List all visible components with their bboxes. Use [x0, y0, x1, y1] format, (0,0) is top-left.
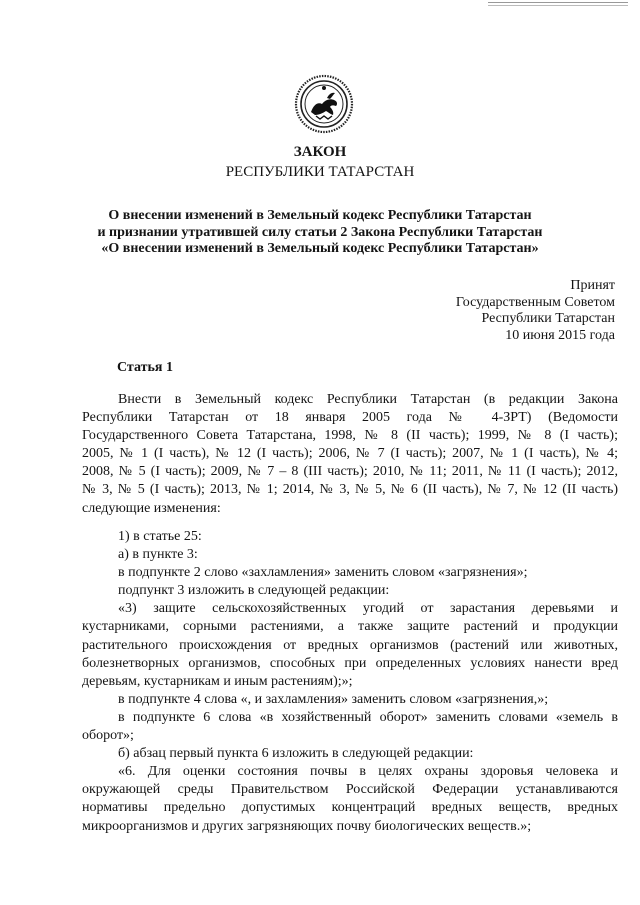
- text-line: Внести в Земельный кодекс Республики Татарстан (в редакции Закона: [118, 392, 618, 407]
- text-line: деревьям, кустарникам и иным растениям);»;: [82, 673, 353, 689]
- text-line: нормативы предельно допустимых концентраций вредных веществ, вредных: [82, 800, 618, 816]
- text-line: болезнетворных организмов, способных при определенных условиях нанести вред: [82, 655, 618, 671]
- article-intro-paragraph: [82, 391, 618, 518]
- law-heading: [60, 208, 580, 258]
- text-line: а) в пункте 3:: [118, 547, 198, 563]
- law-subtitle: РЕСПУБЛИКИ ТАТАРСТАН: [225, 164, 415, 180]
- text-line: б) абзац первый пункта 6 изложить в следующей редакции:: [118, 746, 474, 762]
- heading-line: О внесении изменений в Земельный кодекс Республики Татарстан: [108, 208, 532, 223]
- text-line: оборот»;: [82, 728, 134, 744]
- text-line: Республики Татарстан от 18 января 2005 года № 4-ЗРТ) (Ведомости: [82, 410, 618, 426]
- text-line: следующие изменения:: [82, 500, 221, 516]
- heading-line: «О внесении изменений в Земельный кодекс Республики Татарстан»: [101, 241, 539, 256]
- top-rule: [488, 2, 628, 6]
- adoption-line: 10 июня 2015 года: [505, 327, 615, 343]
- text-line: 1) в статье 25:: [118, 529, 202, 544]
- text-line: № 3, № 5 (I часть); 2013, № 1; 2014, № 3, № 5, № 6 (II часть), № 7, № 12 (II часть): [82, 482, 618, 498]
- adoption-line: Принят: [570, 278, 615, 293]
- amendments-list: [82, 528, 618, 836]
- text-line: микроорганизмов и других загрязняющих почву биологических веществ.»;: [82, 818, 532, 834]
- law-title: ЗАКОН: [293, 144, 347, 160]
- text-line: 2008, № 5 (I часть); 2009, № 7 – 8 (III часть); 2010, № 11; 2011, № 11 (I часть); 2012,: [82, 464, 618, 480]
- text-line: в подпункте 4 слова «, и захламления» заменить словом «загрязнения,»;: [118, 691, 549, 707]
- adoption-block: [456, 278, 615, 344]
- adoption-line: Республики Татарстан: [481, 311, 615, 326]
- text-line: подпункт 3 изложить в следующей редакции:: [118, 583, 390, 599]
- article-title: Статья 1: [117, 360, 173, 375]
- tatarstan-emblem-icon: [294, 74, 354, 134]
- adoption-line: Государственным Советом: [455, 294, 615, 310]
- text-line: «6. Для оценки состояния почвы в целях охраны здоровья человека и: [118, 764, 618, 780]
- text-line: растительного происхождения от вредных организмов (растений или животных,: [82, 637, 618, 653]
- text-line: кустарниками, сорными растениями, а также защите растений и продукции: [82, 619, 618, 635]
- text-line: в подпункте 6 слова «в хозяйственный оборот» заменить словами «земель в: [118, 709, 618, 725]
- text-line: Государственного Совета Татарстана, 1998, № 8 (II часть); 1999, № 8 (I часть);: [82, 428, 618, 444]
- text-line: в подпункте 2 слово «захламления» заменить словом «загрязнения»;: [118, 565, 528, 581]
- heading-line: и признании утратившей силу статьи 2 Закона Республики Татарстан: [97, 224, 543, 240]
- text-line: окружающей среды Правительством Российской Федерации устанавливаются: [82, 782, 618, 798]
- text-line: «3) защите сельскохозяйственных угодий от зарастания деревьями и: [118, 601, 618, 617]
- text-line: 2005, № 1 (I часть), № 12 (I часть); 2006, № 7 (I часть); 2007, № 1 (I часть), № 4;: [82, 446, 618, 462]
